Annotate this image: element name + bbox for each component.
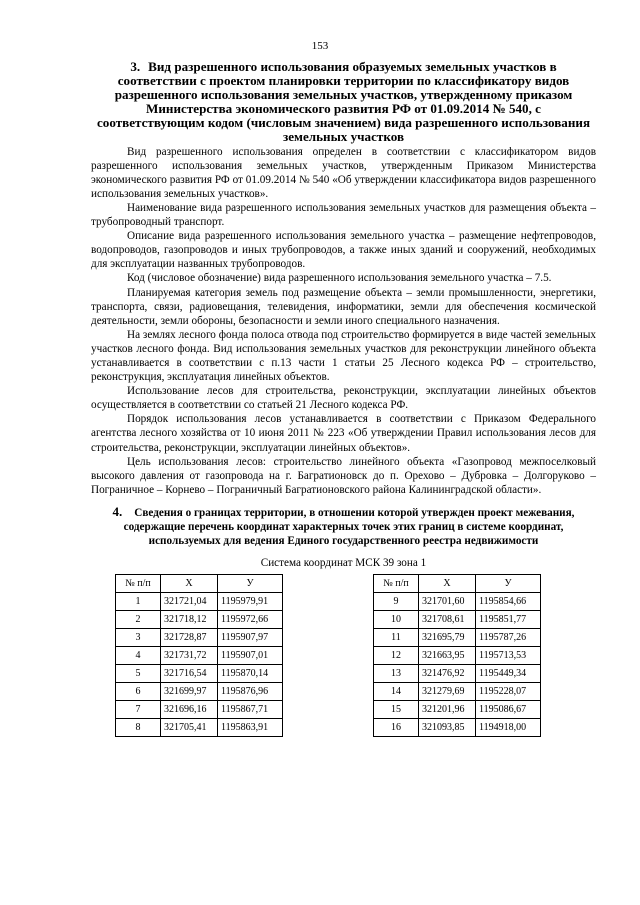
cell-y: 1195907,97 <box>218 629 283 647</box>
cell-number: 16 <box>374 719 419 737</box>
cell-number: 2 <box>116 611 161 629</box>
cell-number: 10 <box>374 611 419 629</box>
cell-x: 321728,87 <box>161 629 218 647</box>
table-row <box>374 611 541 629</box>
section-4-number: 4. <box>112 503 123 519</box>
cell-y: 1195972,66 <box>218 611 283 629</box>
cell-x: 321476,92 <box>419 665 476 683</box>
cell-number: 4 <box>116 647 161 665</box>
paragraph: Вид разрешенного использования определен в соответствии с классификатором видов разрешенного использования земельных участков, утвержденным Приказом Министерства экономического развития РФ от 01.09.2014 № 540 «Об утверждении классификатора видов разрешенного использования земельных участков». <box>91 145 596 200</box>
cell-number: 15 <box>374 701 419 719</box>
cell-x: 321093,85 <box>419 719 476 737</box>
column-header-x: Х <box>161 575 218 593</box>
table-row <box>374 683 541 701</box>
cell-y: 1195787,26 <box>476 629 541 647</box>
page-number: 153 <box>311 40 329 52</box>
cell-number: 8 <box>116 719 161 737</box>
cell-x: 321663,95 <box>419 647 476 665</box>
cell-x: 321279,69 <box>419 683 476 701</box>
cell-y: 1195851,77 <box>476 611 541 629</box>
table-body-right <box>374 593 541 737</box>
paragraph: Порядок использования лесов устанавливается в соответствии с Приказом Федерального агентства лесного хозяйства от 10 июня 2011 № 223 «Об утверждении Правил использования лесов для строительства, реконструкции, эксплуатации линейных объектов». <box>91 413 596 454</box>
paragraph: Описание вида разрешенного использования земельного участка – размещение нефтепроводов, водопроводов, газопроводов и иных трубопроводов, а также иных зданий и сооружений, необходимых для эксплуатации названных трубопроводов. <box>91 230 596 271</box>
cell-number: 7 <box>116 701 161 719</box>
cell-number: 3 <box>116 629 161 647</box>
cell-number: 12 <box>374 647 419 665</box>
column-header-number: № п/п <box>116 575 161 593</box>
table-row <box>374 593 541 611</box>
cell-x: 321699,97 <box>161 683 218 701</box>
table-header-row <box>116 575 283 593</box>
cell-y: 1195228,07 <box>476 683 541 701</box>
cell-x: 321708,61 <box>419 611 476 629</box>
cell-number: 6 <box>116 683 161 701</box>
section-4-heading <box>91 505 596 548</box>
cell-y: 1195863,91 <box>218 719 283 737</box>
cell-number: 14 <box>374 683 419 701</box>
cell-y: 1195979,91 <box>218 593 283 611</box>
table-row <box>374 665 541 683</box>
cell-y: 1195713,53 <box>476 647 541 665</box>
table-row <box>116 629 283 647</box>
section-3-number: 3. <box>130 59 141 74</box>
cell-number: 11 <box>374 629 419 647</box>
cell-y: 1195907,01 <box>218 647 283 665</box>
coordinate-tables <box>91 574 596 744</box>
table-row <box>374 647 541 665</box>
column-header-y: У <box>218 575 283 593</box>
table-row <box>116 719 283 737</box>
cell-x: 321695,79 <box>419 629 476 647</box>
table-row <box>374 629 541 647</box>
column-header-number: № п/п <box>374 575 419 593</box>
table-row <box>116 647 283 665</box>
cell-number: 9 <box>374 593 419 611</box>
coordinate-system-title: Система координат МСК 39 зона 1 <box>260 557 427 570</box>
document-body <box>91 60 596 744</box>
table-row <box>116 701 283 719</box>
cell-x: 321721,04 <box>161 593 218 611</box>
cell-x: 321701,60 <box>419 593 476 611</box>
cell-x: 321716,54 <box>161 665 218 683</box>
cell-y: 1195870,14 <box>218 665 283 683</box>
paragraph: Цель использования лесов: строительство линейного объекта «Газопровод межпоселковый высокого давления от газопровода на г. Багратионовск до п. Орехово – Дубровка – Долгоруково – Пограничное – Корнево – Пограничный Багратионовского района Калининградской области». <box>91 455 596 496</box>
table-row <box>116 593 283 611</box>
paragraph: Планируемая категория земель под размещение объекта – земли промышленности, энергетики, транспорта, связи, радиовещания, телевидения, информатики, земли для обеспечения космической деятельности, земли обороны, безопасности и земли иного специального назначения. <box>91 286 596 327</box>
cell-y: 1194918,00 <box>476 719 541 737</box>
coordinates-table-left <box>115 574 283 737</box>
cell-x: 321718,12 <box>161 611 218 629</box>
cell-y: 1195854,66 <box>476 593 541 611</box>
table-header-row <box>374 575 541 593</box>
cell-x: 321731,72 <box>161 647 218 665</box>
cell-x: 321201,96 <box>419 701 476 719</box>
column-header-y: У <box>476 575 541 593</box>
table-body-left <box>116 593 283 737</box>
cell-x: 321705,41 <box>161 719 218 737</box>
coordinates-table-right <box>373 574 541 737</box>
cell-y: 1195876,96 <box>218 683 283 701</box>
paragraph: На землях лесного фонда полоса отвода под строительство формируется в виде частей земельных участков лесного фонда. Вид использования земельных участков для реконструкции линейного объекта устанавливается в соответствии с п.13 части 1 статьи 25 Лесного кодекса РФ – строительство, реконструкция, эксплуатация линейных объектов. <box>91 328 596 384</box>
column-header-x: Х <box>419 575 476 593</box>
section-4-title: Сведения о границах территории, в отношении которой утвержден проект межевания, содержащие перечень координат характерных точек этих границ в системе координат, используемых для ведения Единого государственного реестра недвижимости <box>123 506 575 548</box>
table-row <box>116 611 283 629</box>
paragraph: Использование лесов для строительства, реконструкции, эксплуатации линейных объектов осуществляется в соответствии со статьей 21 Лесного кодекса РФ. <box>91 385 596 412</box>
table-row <box>116 683 283 701</box>
table-row <box>374 701 541 719</box>
cell-x: 321696,16 <box>161 701 218 719</box>
cell-y: 1195086,67 <box>476 701 541 719</box>
cell-y: 1195449,34 <box>476 665 541 683</box>
section-3-heading <box>91 60 596 145</box>
paragraph: Наименование вида разрешенного использования земельных участков для размещения объекта – трубопроводный транспорт. <box>91 201 596 229</box>
cell-number: 1 <box>116 593 161 611</box>
table-row <box>374 719 541 737</box>
cell-number: 5 <box>116 665 161 683</box>
cell-number: 13 <box>374 665 419 683</box>
paragraph: Код (числовое обозначение) вида разрешенного использования земельного участка – 7.5. <box>127 272 552 285</box>
cell-y: 1195867,71 <box>218 701 283 719</box>
table-row <box>116 665 283 683</box>
section-3-title: Вид разрешенного использования образуемых земельных участков в соответствии с проектом планировки территории по классификатору видов разрешенного использования земельных участков, утвержденному приказом Министерства экономического развития РФ от 01.09.2014 № 540, с соответствующим кодом (числовым значением) вида разрешенного использования земельных участков <box>96 59 591 145</box>
